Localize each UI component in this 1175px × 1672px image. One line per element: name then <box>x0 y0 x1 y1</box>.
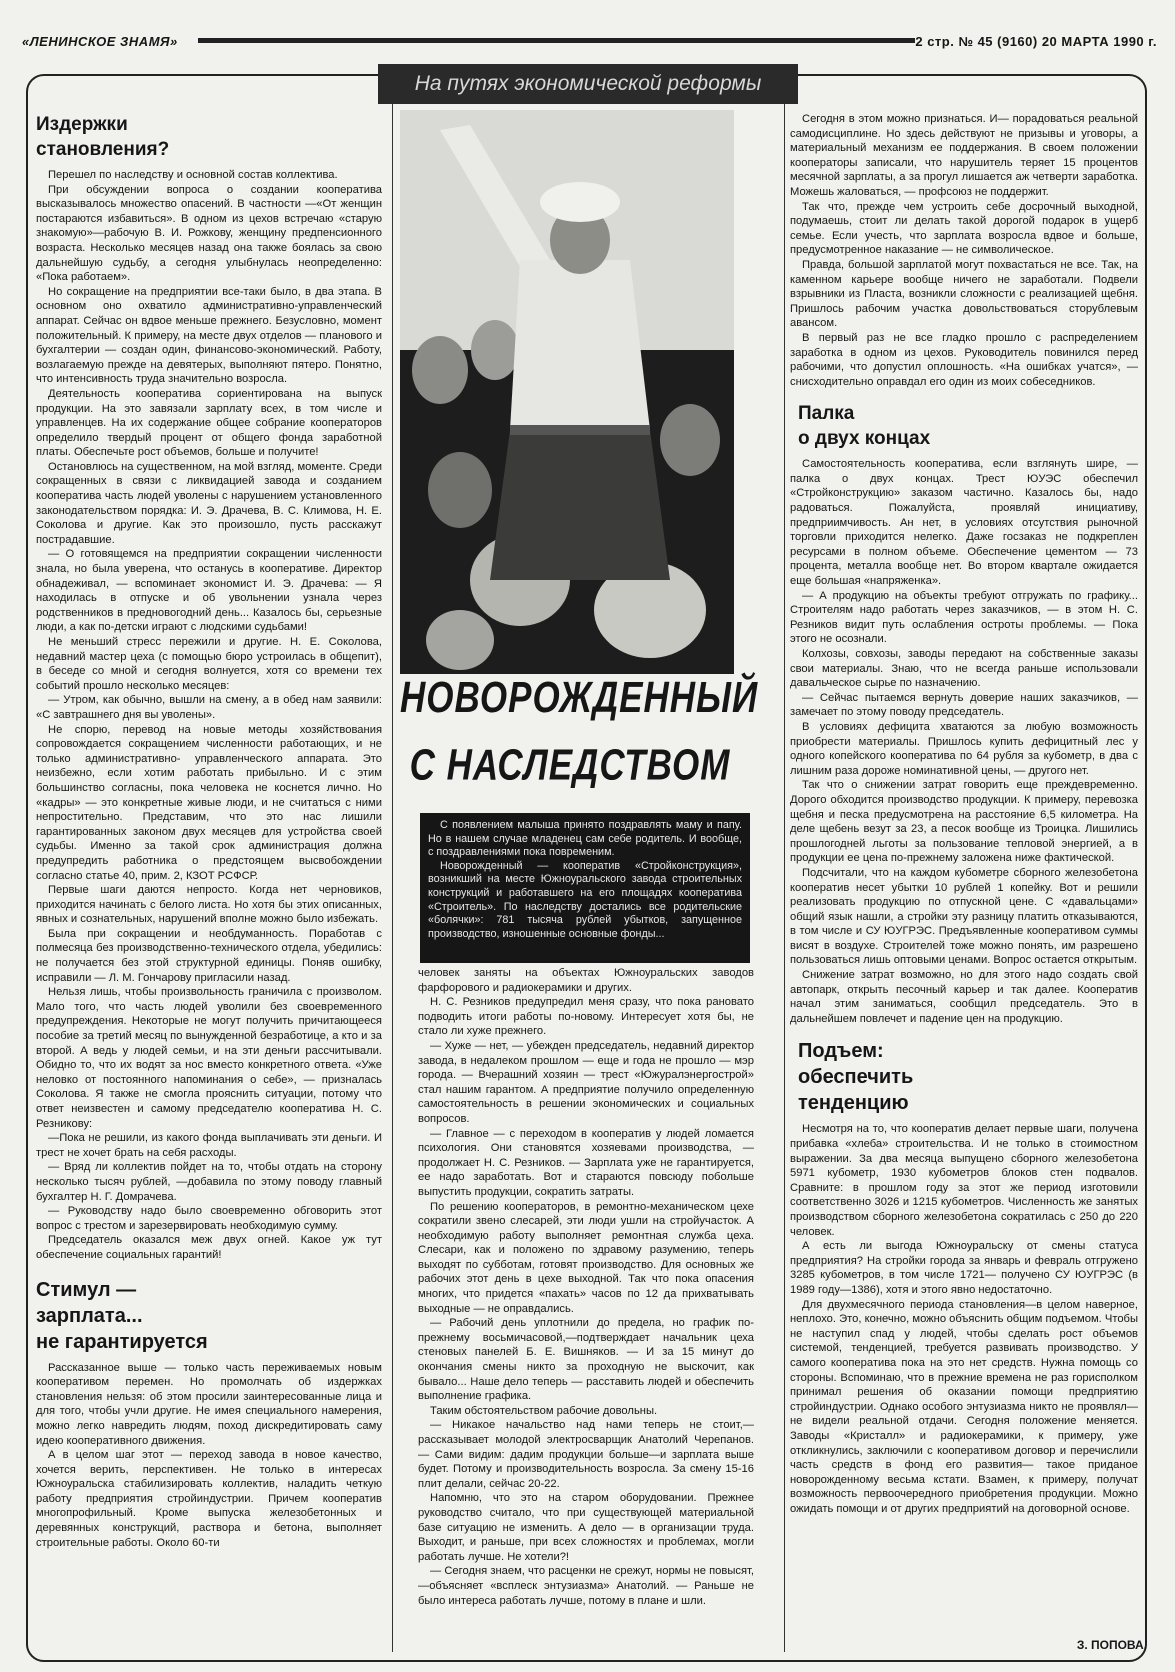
paragraph: Самостоятельность кооператива, если взглянуть шире, — палка о двух концах. Трест ЮУЭС обеспечил «Стройконструкцию» заказом частично. Казалось бы, надо радоваться. Пожалуйста, проявляй инициативу, предприимчивость. Ан нет, в условиях отсутствия рыночной торговли приходится нелегко. Даже госзаказ не подкреплен ресурсами в полном объеме. Обеспечение цементом — 73 процента, металла вообще нет. Во втором квартале ожидается еще большая «напряженка». <box>790 458 1138 588</box>
paragraph: Председатель оказался меж двух огней. Какое уж тут обеспечение социальных гарантий! <box>36 1234 382 1261</box>
paragraph: Правда, большой зарплатой могут похвастаться не все. Так, на каменном карьере вообще ничего не заработали. Подвели взрывники из Пласта, возникли сложности с реализацией щебня. Пришлось рабочим участка довольствоваться сторублевым авансом. <box>790 258 1138 330</box>
paragraph: Снижение затрат возможно, но для этого надо создать свой автопарк, открыть песочный карьер и так далее. Кооператив начал этим заниматься, сообщил председатель. Это в дальнейшем повлечет и падение цен на продукцию. <box>790 969 1138 1025</box>
paragraph: Для двухмесячного периода становления—в целом наверное, неплохо. Это, конечно, можно объяснить общим подъемом. Чтобы не наступил спад у людей, чтобы сделать рост объемов системой, тенденцией, требуется развивать производство. У самого кооператива пока на это нет средств. Нужна помощь со стороны. Вспоминаю, что в прежние времена не раз горисполком принимал решения об оказании помощи предприятию стройиндустрии. Однако особого энтузиазма никто не проявлял—не видели реальной отдачи. Сегодня положение меняется. Заводы «Кристалл» и радиокерамики, к примеру, уже откликнулись, заключили с кооперативом договор и перечислили часть средств в фонд его развития— такое приданое новорожденному весьма кстати. Взамен, к примеру, получат возможность первоочередного приобретения продукции. Можно ожидать помощи и от других предприятий на договорной основе. <box>790 1298 1138 1515</box>
rubric-banner: На путях экономической реформы <box>378 64 798 104</box>
paragraph: По решению кооператоров, в ремонтно-механическом цехе сократили звено слесарей, эти люди ушли на стройучасток. А необходимую работу выполняет ремонтная служба цеха. Слесари, как и положено по здравому разумению, теперь выходят по субботам, готовят производство. Для основных же рабочих этот день в цехе выходной. Так что пока опасения многих, что придется «пахать» часов по 12 да прихватывать выходные — не оправдались. <box>418 1200 754 1315</box>
paragraph: В условиях дефицита хватаются за любую возможность приобрести материалы. Пришлось купить дефицитный лес у одного копейского кооператива по 64 рубля за кубометр, в два с лишним раза дороже номинативной цены, — другого нет. <box>790 720 1138 777</box>
paragraph: Колхозы, совхозы, заводы передают на собственные заказы свои материалы. Знаю, что не всегда раньше использовали давальческое сырье по назначению. <box>790 648 1138 690</box>
article1-title <box>36 112 382 162</box>
paragraph: Не меньший стресс пережили и другие. Н. Е. Соколова, недавний мастер цеха (с помощью бюро устроилась в общепит), в беседе со мной и сегодня волнуется, хотя со времени тех событий прошло несколько месяцев: <box>36 636 382 692</box>
newspaper-name: «ЛЕНИНСКОЕ ЗНАМЯ» <box>22 34 178 49</box>
article2-title-line3: не гарантируется <box>36 1330 208 1353</box>
article4-title-line1: Подъем: <box>798 1040 884 1063</box>
paragraph: А в целом шаг этот — переход завода в новое качество, хочется верить, перспективен. Не только в интересах Южноуральска стабилизировать коллектив, наладить четкую работу предприятия стройиндустрии. Причем кооператив многопрофильный. Кроме выпуска железобетонных и деревянных конструкций, раствора и бетона, выполняет строительные работы. Около 60-ти <box>36 1449 382 1549</box>
paragraph: — Главное — с переходом в кооператив у людей ломается психология. Они становятся хозяевами производства, — продолжает Н. С. Резников. — Зарплата уже не гарантируется, ее надо заработать. Вот и стараются повсюду побольше выпустить продукции, сократить затраты. <box>418 1127 754 1198</box>
paragraph: Остановлюсь на существенном, на мой взгляд, моменте. Среди сокращенных в связи с ликвидацией завода и созданием кооператива часть людей уволены с нарушением установленного законодательством порядка: И. Э. Драчева, В. С. Климова, Н. Е. Соколова и другие. Как это произошло, пусть расскажут пострадавшие. <box>36 460 382 546</box>
photo-illustration <box>400 110 734 674</box>
article3-title-line1: Палка <box>798 403 855 425</box>
paragraph: Несмотря на то, что кооператив делает первые шаги, получена прибавка «хлеба» строительства. И не только в стоимостном выражении. За два месяца выпущено сборного железобетона 5971 кубометр, 1930 кубометров блоков стен подвалов. Сравните: в прошлом году за этот же период изготовили соответственно 3026 и 1215 кубометров. Численность же занятых производством сборного железобетона сократилась с 250 до 220 человек. <box>790 1123 1138 1238</box>
article3-title <box>798 401 1138 451</box>
article4-title-line3: тенденцию <box>798 1092 909 1115</box>
article1-title-line1: Издержки <box>36 114 128 135</box>
column-3 <box>418 966 754 1656</box>
paragraph: Первые шаги даются непросто. Когда нет черновиков, приходится начинать с белого листа. Но хотя бы этих описанных, явных и сознательных, нарушений вполне можно было избежать. <box>36 884 382 926</box>
paragraph: —Пока не решили, из какого фонда выплачивать эти деньги. И трест не хочет брать на себя расходы. <box>36 1132 382 1159</box>
lead-paragraph: С появлением малыша принято поздравлять маму и папу. Но в нашем случае младенец сам себе родитель. И вообще, с поздравлениями пока повременим. <box>428 819 742 859</box>
column-divider-1 <box>392 104 393 1652</box>
paragraph: человек заняты на объектах Южноуральских заводов фарфорового и радиокерамики и других. <box>418 967 754 994</box>
column-divider-2 <box>784 104 785 1652</box>
feature-title-line1: НОВОРОЖДЕННЫЙ <box>400 673 759 722</box>
feature-title <box>400 665 759 800</box>
lead-paragraph: Новорожденный — кооператив «Стройконструкция», возникший на месте Южноуральского завода строительных конструкций и работавшего на его площадях кооператива «Строитель». По наследству достались все родительские «болячки»: 781 тысяча рублей убытков, запущенное производство, изношенные основные фонды... <box>428 859 742 940</box>
paragraph: Не спорю, перевод на новые методы хозяйствования сопровождается сокращением численности работающих, и не только административно- управленческого аппарата. Это неизбежно, если хотим работать прибыльно. И с этим большинство согласны, пока человека не коснется лично. Но «кадры» — это конкретные живые люди, и не считаться с ними непростительно. Представим, что это нас лишили гарантированных законом двух месяцев для устройства своей судьбы. Именно за такой срок администрация должна предупредить работника о предстоящем высвобождении согласно статье 40, прим. 2, КЗОТ РСФСР. <box>36 723 382 882</box>
article4-title <box>798 1038 1138 1116</box>
paragraph: Рассказанное выше — только часть переживаемых новым кооперативом перемен. Но промолчать об издержках становления нельзя: об этом просили заинтересованные лица и для того, чтобы учли другие. Не имея специального намерения, можно легко навредить людям, поход дискредитировать саму идею кооперативного движения. <box>36 1361 382 1447</box>
article1-title-line2: становления? <box>36 139 170 160</box>
paragraph: Подсчитали, что на каждом кубометре сборного железобетона кооператив несет убытки 10 рублей 1 копейку. Вот и решили реализовать продукцию по отпускной цене. С «давальцами» общий язык нашли, а стройки эту разницу платить отказываются, в том числе и СУ ЮУГРЭС. Предъявленные кооперативом суммы висят в воздухе. Строителей тоже можно понять, им разрешено пользоваться лишь оптовыми ценами. Вопрос остается открытым. <box>790 866 1138 967</box>
column-1 <box>36 112 382 1654</box>
paragraph: А есть ли выгода Южноуральску от смены статуса предприятия? На стройки города за январь и февраль отгружено 3285 кубометров, в том числе 1721— получено СУ ЮУГРЭС (в 1989 году—1386), хотя и этого явно недостаточно. <box>790 1240 1138 1296</box>
paragraph: — Утром, как обычно, вышли на смену, а в обед нам заявили: «С завтрашнего дня вы уволены». <box>36 694 382 721</box>
article2-title <box>36 1277 382 1355</box>
paragraph: — О готовящемся на предприятии сокращении численности знала, но была уверена, что останусь в кооперативе. Директор обнадеживал, — вспоминает экономист И. Э. Драчева: — Я находилась в отпуске и об увольнении узнала через родственников в предновогодний день... Казалось бы, серьезные люди, а как по-детски играют с людскими судьбами! <box>36 548 382 634</box>
column-4 <box>790 112 1138 1634</box>
masthead-rule <box>198 38 915 43</box>
paragraph: Н. С. Резников предупредил меня сразу, что пока рановато подводить итоги работы по-новому. Интересует хотя бы, не стало ли хуже прежнего. <box>418 996 754 1038</box>
paragraph: — Сейчас пытаемся вернуть доверие наших заказчиков, — замечает по этому поводу председатель. <box>790 691 1138 719</box>
feature-lead-box <box>420 813 750 963</box>
article3-title-line2: о двух концах <box>798 428 931 450</box>
issue-info: 2 стр. № 45 (9160) 20 МАРТА 1990 г. <box>915 34 1157 49</box>
paragraph: При обсуждении вопроса о создании кооператива высказывалось множество опасений. В частности —«От женщин постараются избавиться». В одном из цехов встречаю «старую знакомую»—рабочую В. И. Рожкову, женщину предпенсионного возраста. Несколько месяцев назад она также боялась за свою дальнейшую судьбу, а сегодня улыбнулась неопределенно: «Пока работаем». <box>36 183 382 284</box>
paragraph: — Хуже — нет, — убежден председатель, недавний директор завода, в недалеком прошлом — еще и года не прошло — мэр города. — Вчерашний хозяин — трест «Южуралэнергострой» стал нашим гарантом. А предприятие получило определенную самостоятельность в решении экономических и социальных вопросов. <box>418 1039 754 1125</box>
paragraph: — Руководству надо было своевременно обговорить этот вопрос с трестом и зарезервировать необходимую сумму. <box>36 1205 382 1232</box>
paragraph: — Вряд ли коллектив пойдет на то, чтобы отдать на сторону несколько тысяч рублей, —добавила по этому поводу главный бухгалтер Н. Г. Домрачева. <box>36 1161 382 1203</box>
feature-title-line2: С НАСЛЕДСТВОМ <box>409 740 731 790</box>
paragraph: Была при сокращении и необдуманность. Поработав с полмесяца без производственно-технического отдела, убедились: не получается без этой структурной единицы. Поняв ошибку, исправили — Л. М. Гончарову пригласили назад. <box>36 927 382 984</box>
paragraph: — Рабочий день уплотнили до предела, но график по-прежнему восьмичасовой,—подтверждает начальник цеха стеновых панелей Б. Е. Вишняков. — И за 15 минут до окончания смены никто за проходную не выскочит, как бывало... Наше дело теперь — расставить людей и обеспечить выполнение графика. <box>418 1317 754 1403</box>
masthead <box>22 30 1157 54</box>
paragraph: Так что о снижении затрат говорить еще преждевременно. Дорого обходится производство продукции. К примеру, перевозка щебня и песка предусмотрена на расстояние 6,5 километра. На деле щебень везут за 23, а песок вообще из Троицка. Лишились прошлогодней льготы за пользование тепловой энергией, а в продукции ее цена по-прежнему заложена ниже фактической. <box>790 779 1138 865</box>
paragraph: Так что, прежде чем устроить себе досрочный выходной, подумаешь, стоит ли делать такой дорогой подарок в ущерб семье. Если учесть, что зарплата возросла вдвое и больше, предусмотренное наказание — не символическое. <box>790 200 1138 257</box>
paragraph: Таким обстоятельством рабочие довольны. <box>430 1404 658 1417</box>
article4-title-line2: обеспечить <box>798 1066 914 1089</box>
author-signature: З. ПОПОВА. <box>1076 1638 1147 1652</box>
article2-title-line2: зарплата... <box>36 1304 143 1327</box>
paragraph: — Сегодня знаем, что расценки не срежут, нормы не повысят, —объясняет «всплеск энтузиазма» Анатолий. — Раньше не было интереса работать лучше, потому в плане и шли. <box>418 1565 754 1607</box>
paragraph: — А продукцию на объекты требуют отгружать по графику... Строителям надо работать через заказчиков, — в этом Н. С. Резников видит путь ослабления остроты проблемы. — Пока этого не осознали. <box>790 589 1138 646</box>
paragraph: — Никакое начальство над нами теперь не стоит,— рассказывает молодой электросварщик Анатолий Черепанов. — Сами видим: дадим продукции больше—и зарплата выше будет. Потому и производительность возросла. За смену 15-16 плит делали, сейчас 20-22. <box>418 1419 754 1490</box>
paragraph: Напомню, что это на старом оборудовании. Прежнее руководство считало, что при существующей материальной базе ситуацию не изменить. А дело — в организации труда. Выходит, и раньше, при всех сложностях и проблемах, могли работать лучше. Не хотели?! <box>418 1492 754 1563</box>
paragraph: Сегодня в этом можно признаться. И— порадоваться реальной самодисциплине. Но здесь действуют не призывы и уговоры, а материальный механизм ее поддержания. В своем положении кооператоры записали, что нарушитель теряет 15 процентов месячной зарплаты, а за прогул лишается аж четверти заработка. Можешь жаловаться, — профсоюз не поддержит. <box>790 113 1138 198</box>
paragraph: Перешел по наследству и основной состав коллектива. <box>48 169 338 181</box>
paragraph: Но сокращение на предприятии все-таки было, в два этапа. В основном оно охватило административно-управленческий аппарат. Сейчас он вдвое меньше прежнего. Безусловно, момент положительный. К примеру, на месте двух отделов — планового и бухгалтерии — создан один, финансово-экономический. Работу, возлагаемую прежде на девятерых, выполняют пятеро. Понятно, что интенсивность труда значительно возросла. <box>36 285 382 386</box>
worker-photo <box>400 110 734 674</box>
paragraph: Деятельность кооператива сориентирована на выпуск продукции. На это завязали зарплату всех, в том числе и управленцев. На их содержание общее собрание кооператоров определило твердый процент от общего фонда заработной платы. Обеспечьте рост объемов, больше и получите! <box>36 387 382 459</box>
paragraph: В первый раз не все гладко прошло с распределением заработка в одном из цехов. Руководитель повинился перед рабочими, что допустил оплошность. «На ошибках учатся», — снисходительно оправдал его один из моих собеседников. <box>790 331 1138 388</box>
article2-title-line1: Стимул — <box>36 1278 137 1301</box>
paragraph: Нельзя лишь, чтобы произвольность граничила с произволом. Мало того, что часть людей уволили без своевременного предупреждения. Некоторые не могут получить причитающееся пособие за третий месяц по вынужденной безработице, а кто и за второй. А ведь у людей семьи, и на эти деньги рассчитывали. Обидно то, что их водят за нос вместо конкретного ответа. «Уже неловко от постоянного напоминания о себе», — призналась Соколова. Я также не смогла прояснить ситуации, потому что ответ неизвестен и самому председателю кооператива Н. С. Резникову: <box>36 986 382 1130</box>
